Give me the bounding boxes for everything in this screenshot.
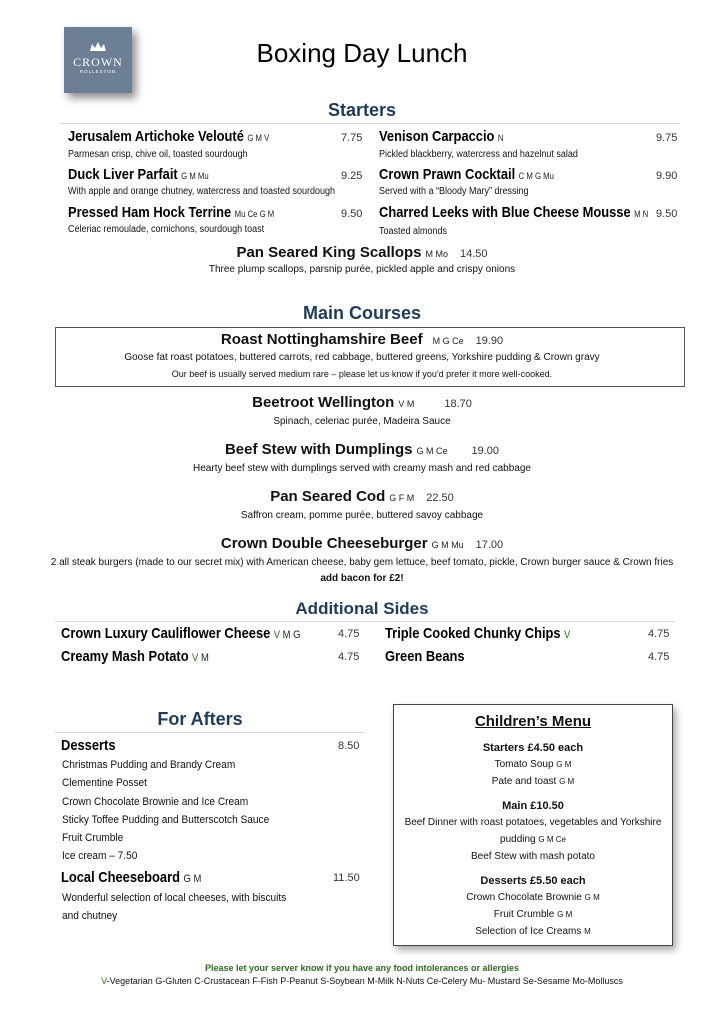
desserts-list	[62, 759, 287, 869]
price: 9.50	[341, 208, 363, 220]
starters-heading: Starters	[327, 100, 397, 120]
item-desc: Three plump scallops, parsnip purée, pickled apple and crispy onions	[208, 264, 516, 275]
menu-item-beef-stew: Beef Stew with Dumplings G M Ce 19.00	[224, 441, 500, 458]
menu-item-cod: Pan Seared Cod G F M 22.50	[270, 488, 454, 505]
price: 9.25	[341, 170, 363, 182]
price: 11.50	[333, 872, 360, 884]
list-item: Sticky Toffee Pudding and Butterscotch Sauce	[62, 813, 270, 826]
item-desc: Toasted almonds	[379, 226, 448, 237]
menu-item-beetroot-wellington: Beetroot Wellington V M 18.70	[252, 394, 472, 411]
cheeseboard-desc: Wonderful selection of local cheeses, with biscuits and chutney	[62, 892, 287, 923]
divider	[60, 123, 680, 124]
list-item: Fruit Crumble	[62, 832, 124, 845]
item-note: add bacon for £2!	[320, 573, 404, 584]
list-item: Crown Chocolate Brownie and Ice Cream	[62, 795, 249, 808]
desserts-label: Desserts	[61, 737, 116, 754]
item-desc: With apple and orange chutney, watercress and toasted sourdough	[68, 186, 336, 197]
price: 9.75	[656, 132, 678, 144]
item-desc: Parmesan crisp, chive oil, toasted sourdough	[68, 149, 248, 160]
item-desc: Served with a “Bloody Mary” dressing	[379, 186, 529, 197]
side-item-cauliflower: Crown Luxury Cauliflower Cheese V M G	[61, 625, 301, 642]
list-item: Pate and toast G M	[491, 776, 575, 787]
sides-heading: Additional Sides	[295, 599, 429, 618]
item-desc: Pickled blackberry, watercress and hazelnut salad	[379, 149, 578, 160]
divider	[55, 621, 675, 622]
list-item: Tomato Soup G M	[494, 759, 572, 770]
list-item: Ice cream – 7.50	[62, 850, 138, 863]
side-item-mash: Creamy Mash Potato V M	[61, 648, 209, 665]
child-main-label: Main £10.50	[502, 800, 564, 812]
childrens-menu-box	[393, 704, 673, 946]
page-title: Boxing Day Lunch	[256, 38, 468, 68]
item-desc: Goose fat roast potatoes, buttered carrots, red cabbage, buttered greens, Yorkshire pudding & Crown gravy	[124, 352, 600, 363]
cheeseboard-item: Local Cheeseboard G M	[61, 869, 202, 886]
price: 4.75	[648, 628, 670, 640]
price: 4.75	[338, 651, 360, 663]
item-desc: Hearty beef stew with dumplings served with creamy mash and red cabbage	[193, 463, 531, 474]
mains-heading: Main Courses	[302, 303, 422, 323]
child-desserts-label: Desserts £5.50 each	[480, 875, 586, 887]
item-desc: 2 all steak burgers (made to our secret mix) with American cheese, baby gem lettuce, beef tomato, pickle, Crown burger sauce & Crown fries	[50, 557, 674, 568]
price: 4.75	[338, 628, 360, 640]
list-item: Crown Chocolate Brownie G M	[466, 892, 600, 903]
menu-item-cheeseburger: Crown Double Cheeseburger G M Mu 17.00	[220, 535, 504, 552]
menu-item-scallops: Pan Seared King Scallops M Mo 14.50	[236, 244, 488, 261]
price: 4.75	[648, 651, 670, 663]
menu-item-charred-leeks: Charred Leeks with Blue Cheese Mousse M N	[379, 204, 649, 221]
menu-item-duck-parfait: Duck Liver Parfait G M Mu	[68, 166, 209, 183]
allergen-key: V-Vegetarian G-Gluten C-Crustacean F-Fish P-Peanut S-Soybean M-Milk N-Nuts Ce-Celery Mu- Mustard Se-Sesame Mo-Molluscs	[101, 976, 623, 986]
list-item: Beef Stew with mash potato	[471, 851, 595, 862]
price: 8.50	[338, 740, 360, 752]
item-note: Our beef is usually served medium rare – please let us know if you'd prefer it more well-cooked.	[171, 369, 553, 379]
side-item-green-beans: Green Beans	[385, 648, 465, 665]
childrens-menu-heading: Children’s Menu	[474, 713, 592, 730]
menu-item-roast-beef: Roast Nottinghamshire Beef M G Ce 19.90	[220, 331, 504, 348]
menu-item-prawn-cocktail: Crown Prawn Cocktail C M G Mu	[379, 166, 554, 183]
child-starters-label: Starters £4.50 each	[482, 742, 584, 754]
list-item: Fruit Crumble G M	[493, 909, 573, 920]
logo-subtitle: ROLLESTON	[79, 69, 117, 74]
price: 9.90	[656, 170, 678, 182]
menu-item-ham-terrine: Pressed Ham Hock Terrine Mu Ce G M	[68, 204, 275, 221]
logo-word: CROWN	[73, 55, 123, 69]
list-item: Beef Dinner with roast potatoes, vegetables and Yorkshire	[404, 817, 662, 828]
item-desc: Spinach, celeriac purée, Madeira Sauce	[273, 416, 451, 427]
list-item: Christmas Pudding and Brandy Cream	[62, 759, 236, 771]
list-item: Clementine Posset	[62, 777, 147, 790]
menu-item-venison: Venison Carpaccio N	[379, 128, 504, 145]
item-desc: Celeriac remoulade, cornichons, sourdough toast	[68, 224, 265, 235]
list-item: Selection of Ice Creams M	[475, 926, 591, 937]
allergy-notice: Please let your server know if you have any food intolerances or allergies	[204, 963, 520, 973]
afters-heading: For Afters	[157, 709, 243, 729]
menu-item-artichoke: Jerusalem Artichoke Velouté G M V	[68, 128, 270, 145]
divider	[55, 732, 365, 733]
price: 7.75	[341, 132, 363, 144]
price: 9.50	[656, 208, 678, 220]
side-item-chips: Triple Cooked Chunky Chips V	[385, 625, 571, 642]
item-desc: Saffron cream, pomme purée, buttered savoy cabbage	[240, 510, 484, 521]
list-item: pudding G M Ce	[500, 834, 566, 845]
